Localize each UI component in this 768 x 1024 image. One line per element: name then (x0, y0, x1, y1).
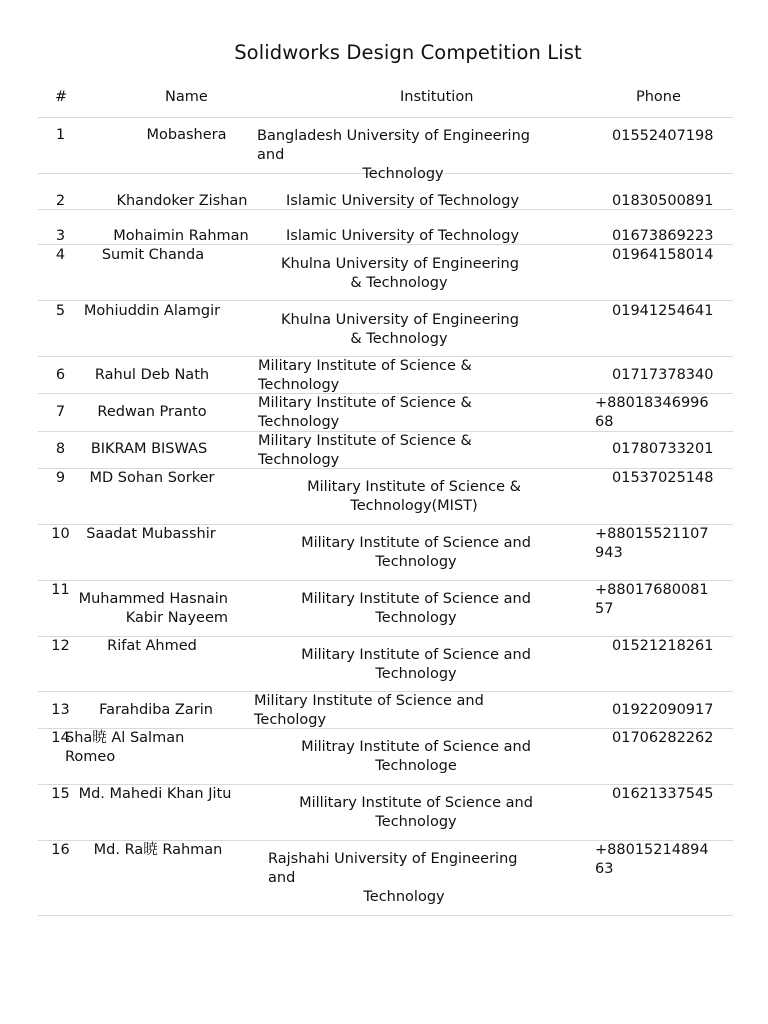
table-row (38, 393, 733, 432)
row-name: Mohaimin Rahman (113, 228, 249, 244)
row-number: 9 (55, 470, 66, 486)
row-institution: Military Institute of Science and Technology (301, 647, 531, 682)
row-name: Khandoker Zishan (116, 193, 248, 209)
table-row (38, 784, 733, 841)
row-number: 3 (55, 228, 66, 244)
table-row (38, 244, 733, 301)
row-institution: Khulna University of Engineering & Technology (281, 312, 519, 347)
row-institution: Khulna University of Engineering & Technology (281, 256, 519, 291)
row-phone: 01830500891 (612, 193, 714, 209)
row-name: Mobashera (146, 127, 227, 143)
row-number: 15 (51, 786, 70, 802)
table-row (38, 468, 733, 525)
row-phone: 01521218261 (612, 638, 714, 654)
row-name: Farahdiba Zarin (99, 702, 213, 718)
row-number: 12 (51, 638, 70, 654)
row-number: 8 (55, 441, 66, 457)
row-name: Sha暁 Al Salman Romeo (65, 730, 185, 765)
row-phone: 01552407198 (612, 128, 714, 144)
row-phone: +88015521107 943 (595, 526, 709, 561)
table-row (38, 117, 733, 182)
row-number: 6 (55, 367, 66, 383)
row-name: MD Sohan Sorker (89, 470, 215, 486)
table-row (38, 524, 733, 581)
row-phone: +88017680081 57 (595, 582, 709, 617)
header-name: Name (165, 89, 208, 105)
table-row (38, 356, 733, 394)
institution-line: and (268, 870, 296, 886)
row-institution: Islamic University of Technology (286, 228, 520, 244)
row-number: 10 (51, 526, 70, 542)
row-institution: Military Institute of Science & Technology(MIST) (307, 479, 521, 514)
row-phone: 01537025148 (612, 470, 714, 486)
row-name: Md. Ra暁 Rahman (93, 842, 223, 858)
row-institution: Millitary Institute of Science and Technology (299, 795, 533, 830)
row-name: Mohiuddin Alamgir (83, 303, 221, 319)
row-institution (268, 850, 540, 907)
row-number: 16 (51, 842, 70, 858)
row-phone: 01922090917 (612, 702, 714, 718)
row-number: 14 (51, 730, 70, 746)
institution-line: Bangladesh University of Engineering (257, 128, 530, 144)
row-name: Redwan Pranto (97, 404, 207, 420)
row-phone: 01673869223 (612, 228, 714, 244)
header-institution: Institution (400, 89, 474, 105)
row-institution: Military Institute of Science & Technology (258, 358, 472, 393)
table-row (38, 728, 733, 785)
institution-line: Technology (362, 166, 444, 182)
row-name: Sumit Chanda (101, 247, 205, 263)
row-name: BIKRAM BISWAS (90, 441, 208, 457)
row-number: 7 (55, 404, 66, 420)
page-title: Solidworks Design Competition List (234, 41, 582, 64)
row-institution: Military Institute of Science & Technology (258, 433, 472, 468)
header-num: # (55, 89, 68, 105)
header-phone: Phone (636, 89, 681, 105)
row-institution: Islamic University of Technology (286, 193, 520, 209)
table-row (38, 636, 733, 692)
row-name: Rahul Deb Nath (94, 367, 210, 383)
row-name: Muhammed Hasnain Kabir Nayeem (78, 591, 228, 626)
row-phone: 01717378340 (612, 367, 714, 383)
row-institution: Military Institute of Science and Technology (301, 535, 531, 570)
table-row (38, 300, 733, 357)
row-phone: 01941254641 (612, 303, 714, 319)
row-institution: Military Institute of Science and Techology (254, 693, 484, 728)
row-number: 2 (55, 193, 66, 209)
row-phone: 01780733201 (612, 441, 714, 457)
row-name: Md. Mahedi Khan Jitu (78, 786, 232, 802)
institution-line: Technology (363, 889, 445, 905)
row-institution: Military Institute of Science & Technology (258, 395, 472, 430)
row-number: 1 (55, 127, 66, 143)
row-number: 13 (51, 702, 70, 718)
table-row (38, 173, 733, 210)
institution-line: and (257, 147, 285, 163)
row-phone: 01621337545 (612, 786, 714, 802)
row-phone: 01964158014 (612, 247, 714, 263)
row-number: 11 (51, 582, 70, 598)
table-row (38, 691, 733, 729)
row-number: 5 (55, 303, 66, 319)
row-phone: +88015214894 63 (595, 842, 709, 877)
table-row (38, 209, 733, 245)
institution-line: Rajshahi University of Engineering (268, 851, 518, 867)
row-name: Saadat Mubasshir (86, 526, 216, 542)
row-phone: +88018346996 68 (595, 395, 709, 430)
table-row (38, 580, 733, 637)
table-row (38, 840, 733, 916)
row-institution: Military Institute of Science and Technology (301, 591, 531, 626)
row-institution: Militray Institute of Science and Technologe (301, 739, 531, 774)
row-number: 4 (55, 247, 66, 263)
row-phone: 01706282262 (612, 730, 714, 746)
table-row (38, 431, 733, 469)
row-name: Rifat Ahmed (107, 638, 197, 654)
